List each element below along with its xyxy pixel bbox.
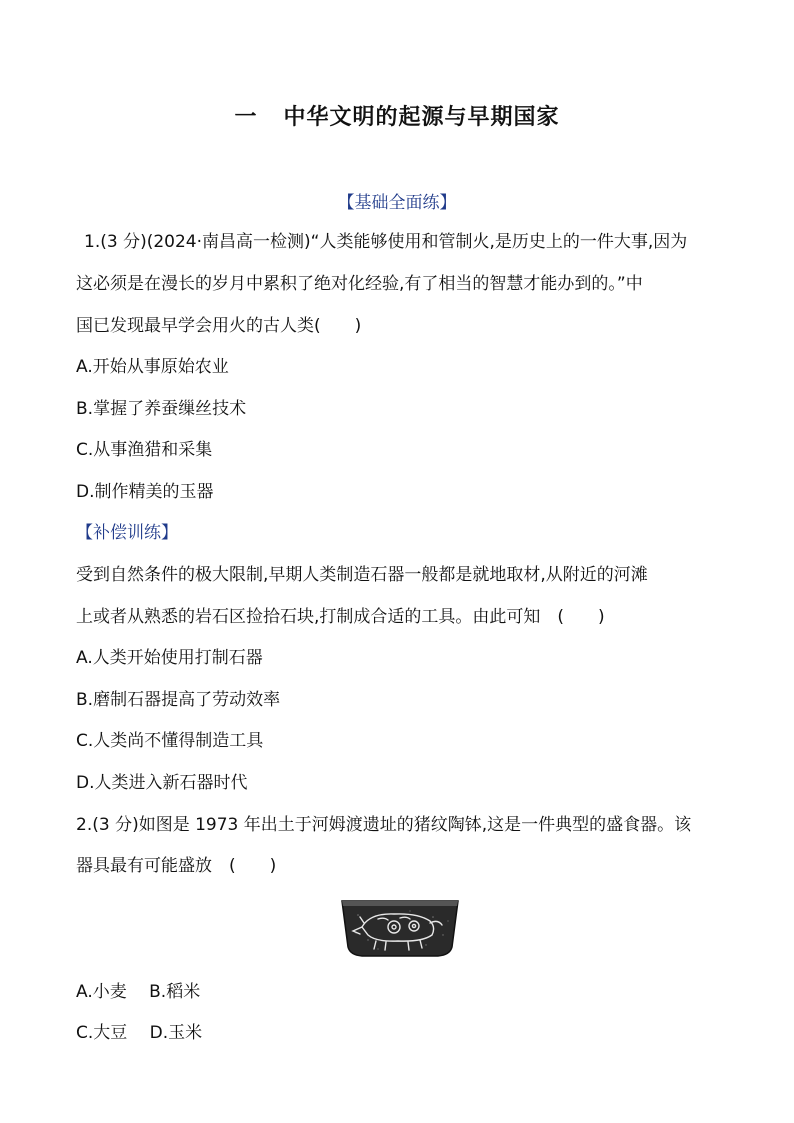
q2-options-row-2: C.大豆 D.玉米 — [76, 1023, 203, 1043]
page-title — [0, 100, 794, 131]
q1-stem-line-2: 这必须是在漫长的岁月中累积了绝对化经验,有了相当的智慧才能办到的。”中 — [76, 274, 643, 294]
title-number: 一 — [234, 105, 258, 130]
supp-stem-line-2: 上或者从熟悉的岩石区捡拾石块,打制成合适的工具。由此可知 ( ) — [76, 607, 605, 627]
q1-stem-line-3: 国已发现最早学会用火的古人类( ) — [76, 316, 362, 336]
supp-option-c: C.人类尚不懂得制造工具 — [76, 731, 264, 751]
q2-stem-line-2: 器具最有可能盛放 ( ) — [76, 856, 277, 876]
supp-option-d: D.人类进入新石器时代 — [76, 773, 248, 793]
q1-option-a: A.开始从事原始农业 — [76, 357, 229, 377]
supp-stem-line-1: 受到自然条件的极大限制,早期人类制造石器一般都是就地取材,从附近的河滩 — [76, 565, 648, 585]
supplementary-label: 【补偿训练】 — [76, 523, 178, 543]
pig-pattern-pottery-bowl-image — [338, 895, 462, 959]
q1-option-d: D.制作精美的玉器 — [76, 482, 214, 502]
q1-option-b: B.掌握了养蚕缫丝技术 — [76, 399, 247, 419]
title-text: 中华文明的起源与早期国家 — [283, 105, 560, 130]
section-label: 【基础全面练】 — [337, 193, 457, 213]
supp-option-a: A.人类开始使用打制石器 — [76, 648, 263, 668]
q1-option-c: C.从事渔猎和采集 — [76, 440, 213, 460]
q1-stem-line-1: 1.(3 分)(2024·南昌高一检测)“人类能够使用和管制火,是历史上的一件大事,因为 — [84, 232, 688, 252]
q2-stem-line-1: 2.(3 分)如图是 1973 年出土于河姆渡遗址的猪纹陶钵,这是一件典型的盛食器。该 — [76, 815, 692, 835]
q2-options-row-1: A.小麦 B.稻米 — [76, 982, 201, 1002]
supp-option-b: B.磨制石器提高了劳动效率 — [76, 690, 281, 710]
